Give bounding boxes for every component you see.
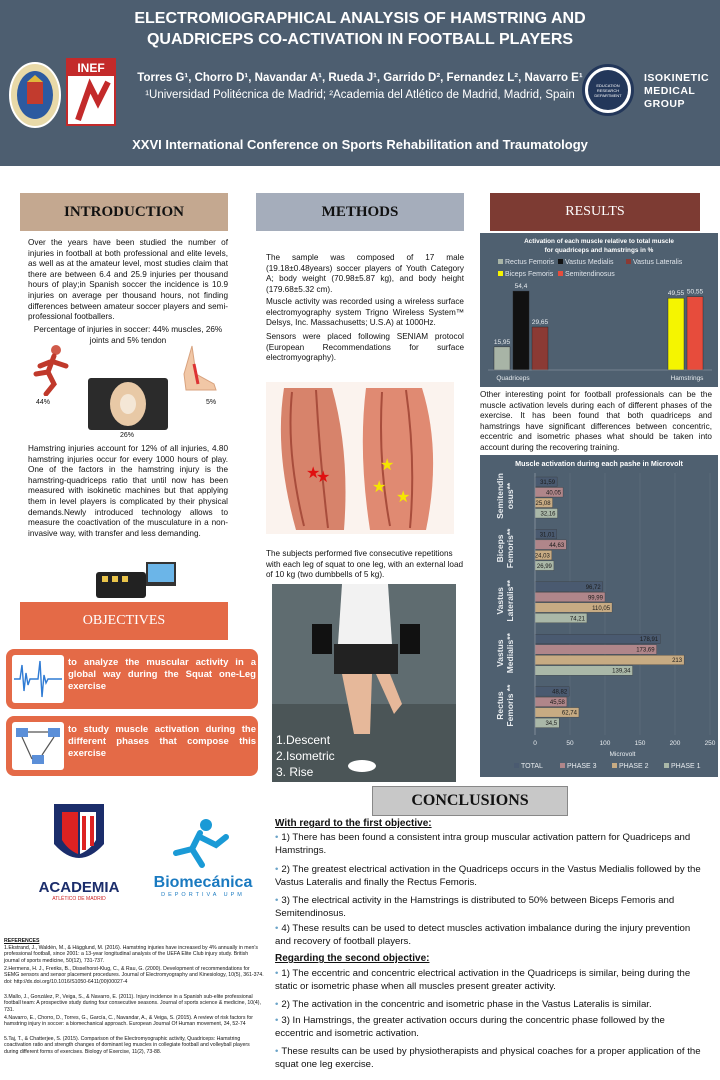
y-category-label-line: Biceps: [495, 534, 505, 563]
y-category-label-line: Medialis**: [505, 633, 515, 674]
knee-joint-image: [88, 378, 168, 430]
intro-percentages: Percentage of injuries in soccer: 44% muscles, 26% joints and 5% tendon: [33, 325, 223, 345]
methods-paragraph-4: The subjects performed five consecutive repetitions with each leg of squat to one leg, with an external load of 10 kg (two dumbbells of 5 kg).: [266, 549, 464, 580]
reference-4: 4.Navarro, E., Chorro, D., Torres, G., García, C., Navandar, A., & Veiga, S. (2015). A review of risk factors for hamstring injury in soccer: a biomechanical approach. European Journal Of Human movement, 34, 52-74: [4, 1015, 253, 1028]
flow-cycle-icon: [12, 722, 64, 770]
y-category-label-line: Lateralis**: [505, 580, 515, 622]
inef-logo-text: INEF: [68, 60, 114, 76]
isokinetic-group-name: [644, 72, 709, 111]
objective-1-text: to analyze the muscular activity in a global way during the Squat one-Leg exercise: [68, 657, 256, 692]
seal-text: EDUCATION RESEARCH DEPARTMENT: [588, 70, 628, 110]
bar: [532, 327, 548, 370]
conclusion-4: [275, 923, 705, 948]
bar-value-label: 213: [672, 658, 683, 665]
bar-value-label: 62,74: [561, 710, 577, 717]
phase-isometric: 2.Isometric: [276, 749, 335, 763]
x-tick-label: 150: [634, 740, 646, 747]
x-tick-label: 100: [599, 740, 611, 747]
objective-2-text: to study muscle activation during the different phases that compose this exercise: [68, 724, 256, 759]
conclusion-5: [275, 968, 705, 993]
results-heading: RESULTS: [490, 193, 700, 231]
conclusion-1-text: 1) There has been found a consistent intra group muscular activation pattern for Quadriceps and Hamstrings.: [275, 832, 691, 856]
y-category-label-line: osus**: [505, 482, 515, 510]
conclusions-subheading-1: With regard to the first objective:: [275, 818, 432, 829]
bar: [535, 655, 684, 665]
y-category-label-line: Vastus: [495, 639, 505, 667]
legend-swatch: [498, 271, 503, 276]
conclusion-7-text: 3) In Hamstrings, the greater activation occurs during the concentric phase followed by the eccentric and isometric activation.: [275, 1015, 665, 1039]
chart-activation-percent: [480, 233, 718, 387]
phase-descent: 1.Descent: [276, 733, 331, 747]
emg-signal-icon: [12, 655, 64, 703]
x-tick-label: 250: [704, 740, 716, 747]
bar-value-label: 54,4: [514, 283, 528, 291]
legend-swatch: [664, 763, 669, 768]
bar-value-label: 15,95: [493, 338, 511, 346]
bar-value-label: 50,55: [686, 288, 704, 296]
pct-tendon-label: 5%: [206, 399, 217, 406]
reference-5: 5.Taj, T., & Chatterjee, S. (2015). Comparison of the Electromyographic activity, Quadriceps: Hamstring coactivation ratio and strength changes of dominant leg muscles in collegiate football and volleyball players during different forms of exercises. Biology of Exercise, 11(2), 73-88.: [4, 1036, 250, 1055]
y-category-label: [495, 684, 515, 727]
legend-label: TOTAL: [521, 763, 543, 770]
bar-value-label: 139,34: [612, 668, 631, 675]
reference-2: 2.Hermens, H. J., Freriks, B., Disselhorst-Klug, C., & Rau, G. (2000). Development of recommendations for SEMG sensors and sensor placement procedures. Journal of Electromyography and Kinesiology, 10(5), 361-374. doi: http://dx.doi.org/10.1016/S1050-6411(00)00027-4: [4, 966, 264, 985]
bar-value-label: 49,55: [667, 290, 685, 298]
leg-anatomy-image: [266, 382, 454, 534]
reference-1: 1.Ekstrand, J., Waldén, M., & Hägglund, M. (2016). Hamstring injuries have increased by 4% annually in men's professional football, since 2001: a 13-year longitudinal analysis of the UEFA Elite Club injury study. British journal of sports medicine, 50(12), 731-737.: [4, 945, 258, 964]
squat-phases-list: [276, 732, 335, 780]
bar-value-label: 31,59: [540, 480, 556, 486]
bar-value-label: 24,03: [534, 553, 550, 560]
intro-paragraph-2: Hamstring injuries account for 12% of all injuries, 4.80 hamstring injuries occur for every 1000 hours of play. One of the factors in the hamstring injury is the hamstring-quadriceps ratio that until now has been measured with isokinetic machines but that applying them in level players is complicated by their physical demands.Newly introduced technology allows to measure the coactivation of the musculature in a non-invasive way, with transfer and less demanding.: [28, 444, 228, 538]
bullet-icon: •: [275, 968, 279, 979]
conclusion-5-text: 1) The eccentric and concentric electrical activation in the Quadriceps is similar, being during the static or isometric phase when all muscles present greater activity.: [275, 968, 691, 992]
inef-figure-icon: [68, 76, 114, 124]
results-paragraph: Other interesting point for football professionals can be the muscle activation levels during each of different phases of the exercise. It has been found that both quadriceps and hamstrings have significant differences between concentric, eccentric and isometric phases what should be taken into account during the recovering training.: [480, 390, 712, 452]
legend-label: Biceps Femoris: [505, 271, 554, 278]
bullet-icon: •: [275, 923, 279, 934]
svg-text:★: ★: [316, 469, 331, 486]
y-category-label: [495, 579, 515, 621]
biomecanica-text: Biomecánica: [153, 874, 253, 891]
x-tick-label: 200: [669, 740, 681, 747]
intro-paragraph-1: Over the years have been studied the number of injuries in football at both professional and elite levels, as well as at the amateur level, most studies claim that there are between 6.4 and 25.9 injuries per thousand hours of play;in Spanish soccer the incidence is 10.9 injuries on average per thousand hours, not finding differences between amateur soccer players and semi-professional footballers.: [28, 238, 228, 322]
x-tick-label: 0: [533, 740, 537, 747]
academia-logo: [20, 800, 138, 910]
x-tick-label: Hamstrings: [670, 375, 704, 382]
x-tick-label: Quadriceps: [496, 375, 530, 382]
conclusions-heading: CONCLUSIONS: [372, 786, 568, 816]
objectives-heading: OBJECTIVES: [20, 602, 228, 640]
methods-paragraph-2: Muscle activity was recorded using a wireless surface electromyography system Trigno Wireless System™ Delsys, Inc. Massachusetts; U.S.A) at 1000Hz.: [266, 297, 464, 328]
title-line-2: QUADRICEPS CO-ACTIVATION IN FOOTBALL PLAYERS: [146, 31, 574, 48]
leg-muscles-illustration: [266, 382, 454, 534]
chart-phase-microvolt: [480, 455, 718, 777]
chart-1-title: Activation of each muscle relative to total muscle: [524, 238, 674, 245]
svg-text:★: ★: [396, 489, 411, 506]
legend-label: Vastus Lateralis: [633, 259, 683, 266]
methods-paragraph-3: Sensors were placed following SENIAM protocol (European Recommendations for surface electromyography).: [266, 332, 464, 363]
conclusion-8: [275, 1046, 705, 1071]
affiliation: ¹Universidad Politécnica de Madrid; ²Academia del Atlético de Madrid, Madrid, Spain: [145, 89, 575, 101]
upm-logo: [8, 60, 62, 130]
y-category-label-line: Rectus: [495, 691, 505, 720]
group-line-2: MEDICAL: [644, 85, 696, 97]
svg-text:★: ★: [306, 465, 321, 482]
legend-swatch: [626, 259, 631, 264]
bullet-icon: •: [275, 832, 279, 843]
pct-muscle-label: 44%: [36, 399, 51, 406]
emg-signal-image: [12, 655, 64, 703]
bar-value-label: 34,5: [545, 721, 558, 728]
pct-joint-label: 26%: [120, 432, 135, 439]
academia-subtext: ATLÉTICO DE MADRID: [52, 896, 106, 902]
bar-value-label: 74,21: [569, 616, 585, 623]
y-category-label-line: Femoris **: [505, 684, 515, 727]
conclusion-7: [275, 1015, 705, 1040]
bar: [513, 291, 529, 370]
methods-paragraph-1: The sample was composed of 17 male (19.18±0.48years) soccer players of Youth Category A; body weight (70.98±5.87 kg), and body height (179.68±5.32 cm).: [266, 253, 464, 294]
legend-swatch: [514, 763, 519, 768]
education-research-seal: [582, 64, 634, 116]
bar-value-label: 48,82: [552, 689, 568, 696]
conclusion-1: [275, 832, 705, 857]
tendon-foot-icon: [178, 344, 222, 394]
legend-label: PHASE 2: [619, 763, 649, 770]
y-category-label-line: Femoris**: [505, 528, 515, 569]
bullet-icon: •: [275, 895, 279, 906]
y-category-label-line: Vastus: [495, 587, 505, 615]
bullet-icon: •: [275, 999, 279, 1010]
references-heading: REFERENCES: [4, 938, 40, 944]
runner-figure-icon: [140, 815, 266, 869]
knee-joint-icon: [88, 378, 168, 430]
conference-name: XXVI International Conference on Sports Rehabilitation and Traumatology: [132, 137, 588, 152]
muscle-runner-icon: [26, 344, 80, 396]
conclusion-8-text: These results can be used by physiotherapists and physical coaches for a proper application of the squat one leg exercise.: [275, 1046, 701, 1070]
objective-1-box: [6, 649, 258, 709]
legend-label: Vastus Medialis: [565, 259, 614, 266]
bar-value-label: 173,69: [636, 647, 655, 654]
authors: Torres G¹, Chorro D¹, Navandar A¹, Rueda J¹, Garrido D², Fernandez L², Navarro E¹: [137, 72, 583, 84]
phase-rise: 3. Rise: [276, 765, 314, 779]
conclusions-subheading-2: Regarding the second objective:: [275, 953, 430, 964]
conclusion-3: [275, 895, 705, 920]
svg-text:★: ★: [372, 479, 387, 496]
chart-1-svg: [480, 233, 718, 387]
phases-flow-image: [12, 722, 64, 770]
legend-swatch: [612, 763, 617, 768]
bar: [687, 297, 703, 370]
chart-2-title: Muscle activation during each pashe in Microvolt: [515, 459, 683, 468]
group-line-3: GROUP: [644, 98, 686, 110]
x-axis-label: Microvolt: [609, 751, 636, 758]
conclusion-2: [275, 864, 705, 889]
chart-1-title-line-2: for quadriceps and hamstrings in %: [544, 247, 654, 254]
bar-value-label: 44,63: [549, 542, 565, 549]
legend-label: PHASE 3: [567, 763, 597, 770]
bar-value-label: 178,91: [639, 637, 659, 644]
conclusion-2-text: 2) The greatest electrical activation in the Quadriceps occurs in the Vastus Medialis followed by the Vastus Lateralis and finally the Rectus Femoris.: [275, 864, 701, 888]
bar-value-label: 26,99: [536, 563, 552, 570]
methods-heading: METHODS: [256, 193, 464, 231]
bullet-icon: •: [275, 1046, 279, 1057]
legend-label: Rectus Femoris: [505, 259, 555, 266]
legend-swatch: [498, 259, 503, 264]
emg-device-image: [94, 558, 180, 602]
x-tick-label: 50: [566, 740, 574, 747]
bar: [668, 298, 684, 370]
academia-text: ACADEMIA: [38, 879, 120, 896]
reference-3: 3.Mallo, J., González, P., Veiga, S., & Navarro, E. (2011). Injury incidence in a Spanish sub-elite professional football team: A prospective study during four consecutive seasons. Journal of sports science & medicine, 10(4), 731.: [4, 994, 261, 1013]
bullet-icon: •: [275, 1015, 279, 1026]
title-line-1: ELECTROMIOGRAPHICAL ANALYSIS OF HAMSTRING AND: [134, 10, 586, 27]
conclusion-4-text: 4) These results can be used to detect muscles activation imbalance during the injury prevention and recovery of football players.: [275, 923, 691, 947]
objective-2-box: [6, 716, 258, 776]
legend-label: PHASE 1: [671, 763, 701, 770]
inef-logo: [66, 58, 116, 126]
legend-swatch: [558, 259, 563, 264]
bar-value-label: 40,05: [546, 490, 562, 497]
bar-value-label: 29,65: [531, 319, 549, 327]
chart-2-svg: [480, 455, 718, 777]
biomecanica-logo: [140, 815, 266, 905]
biomecanica-subtext: DEPORTIVA UPM: [161, 892, 245, 898]
bar-value-label: 32,16: [540, 511, 556, 518]
svg-text:★: ★: [380, 457, 395, 474]
y-category-label: [495, 528, 515, 568]
poster-title: [90, 8, 630, 50]
bullet-icon: •: [275, 864, 279, 875]
conclusion-6: [275, 999, 705, 1012]
introduction-heading: INTRODUCTION: [20, 193, 228, 231]
legend-label: Semitendinosus: [565, 271, 615, 278]
bar-value-label: 110,05: [592, 605, 611, 612]
atletico-shield-icon: [20, 800, 138, 874]
y-category-label-line: Semitendin: [495, 473, 505, 519]
header-banner: [0, 0, 720, 166]
y-category-label: [495, 632, 515, 673]
conclusion-6-text: 2) The activation in the concentric and isometric phase in the Vastus Lateralis is similar.: [281, 999, 652, 1010]
legend-swatch: [558, 271, 563, 276]
bar-value-label: 99,99: [587, 595, 603, 602]
bar: [494, 347, 510, 370]
conclusion-3-text: 3) The electrical activity in the Hamstrings is distributed to 50% between Biceps Femoris and Semitendinosus.: [275, 895, 675, 919]
bar-value-label: 45,58: [549, 700, 565, 707]
y-category-label: [495, 473, 515, 519]
bar-value-label: 96,72: [585, 584, 601, 591]
bar-value-label: 25,08: [535, 501, 551, 507]
bar-value-label: 31,01: [539, 532, 555, 539]
group-line-1: ISOKINETIC: [644, 72, 710, 84]
legend-swatch: [560, 763, 565, 768]
